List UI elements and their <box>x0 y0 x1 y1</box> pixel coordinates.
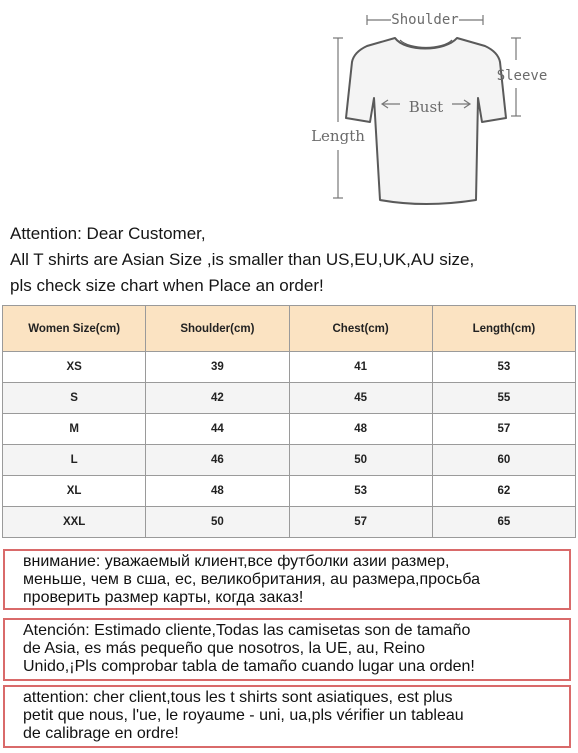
note-line: attention: cher client,tous les t shirts sont asiatiques, est plus <box>23 689 453 706</box>
attention-text <box>10 221 570 299</box>
shoulder-cell: 46 <box>146 445 289 476</box>
shoulder-label: Shoulder <box>391 12 459 28</box>
chest-cell: 45 <box>289 383 432 414</box>
note-line: de calibrage en ordre! <box>23 725 179 742</box>
chest-cell: 57 <box>289 507 432 538</box>
length-arrow <box>333 38 343 198</box>
attention-line: All T shirts are Asian Size ,is smaller than US,EU,UK,AU size, <box>10 250 475 269</box>
note-french <box>3 685 571 748</box>
shoulder-cell: 42 <box>146 383 289 414</box>
note-line: внимание: уважаемый клиент,все футболки азии размер, <box>23 553 450 570</box>
attention-line: Attention: Dear Customer, <box>10 224 206 243</box>
size-chart-table <box>2 305 576 538</box>
chest-cell: 53 <box>289 476 432 507</box>
length-cell: 65 <box>432 507 575 538</box>
table-row <box>3 445 576 476</box>
table-row <box>3 507 576 538</box>
note-russian <box>3 549 571 610</box>
length-cell: 62 <box>432 476 575 507</box>
length-cell: 60 <box>432 445 575 476</box>
tshirt-measurement-diagram <box>0 0 578 215</box>
sleeve-label: Sleeve <box>496 68 548 84</box>
size-cell: XXL <box>3 507 146 538</box>
chest-cell: 41 <box>289 352 432 383</box>
size-cell: S <box>3 383 146 414</box>
note-line: Atención: Estimado cliente,Todas las camisetas son de tamaño <box>23 622 471 639</box>
note-line: Unido,¡Pls comprobar tabla de tamaño cuando lugar una orden! <box>23 658 475 675</box>
tshirt-outline <box>346 38 506 204</box>
shoulder-cell: 48 <box>146 476 289 507</box>
shoulder-cell: 50 <box>146 507 289 538</box>
length-label: Length <box>311 127 365 145</box>
chest-cell: 50 <box>289 445 432 476</box>
table-row <box>3 414 576 445</box>
bust-label: Bust <box>408 98 444 116</box>
column-header-shoulder: Shoulder(cm) <box>146 306 289 352</box>
column-header-length: Length(cm) <box>432 306 575 352</box>
length-cell: 53 <box>432 352 575 383</box>
length-cell: 55 <box>432 383 575 414</box>
note-line: petit que nous, l'ue, le royaume - uni, ua,pls vérifier un tableau <box>23 707 464 724</box>
note-spanish <box>3 618 571 681</box>
shoulder-cell: 39 <box>146 352 289 383</box>
note-line: меньше, чем в сша, ес, великобритания, au размера,просьба <box>23 571 480 588</box>
shoulder-cell: 44 <box>146 414 289 445</box>
table-row <box>3 476 576 507</box>
chest-cell: 48 <box>289 414 432 445</box>
note-line: de Asia, es más pequeño que nosotros, la UE, au, Reino <box>23 640 426 657</box>
size-cell: XS <box>3 352 146 383</box>
table-row <box>3 383 576 414</box>
length-cell: 57 <box>432 414 575 445</box>
size-cell: XL <box>3 476 146 507</box>
size-cell: L <box>3 445 146 476</box>
size-cell: M <box>3 414 146 445</box>
table-header-row <box>3 306 576 352</box>
attention-line: pls check size chart when Place an order! <box>10 276 324 295</box>
column-header-chest: Chest(cm) <box>289 306 432 352</box>
table-row <box>3 352 576 383</box>
note-line: проверить размер карты, когда заказ! <box>23 589 304 606</box>
column-header-size: Women Size(cm) <box>3 306 146 352</box>
